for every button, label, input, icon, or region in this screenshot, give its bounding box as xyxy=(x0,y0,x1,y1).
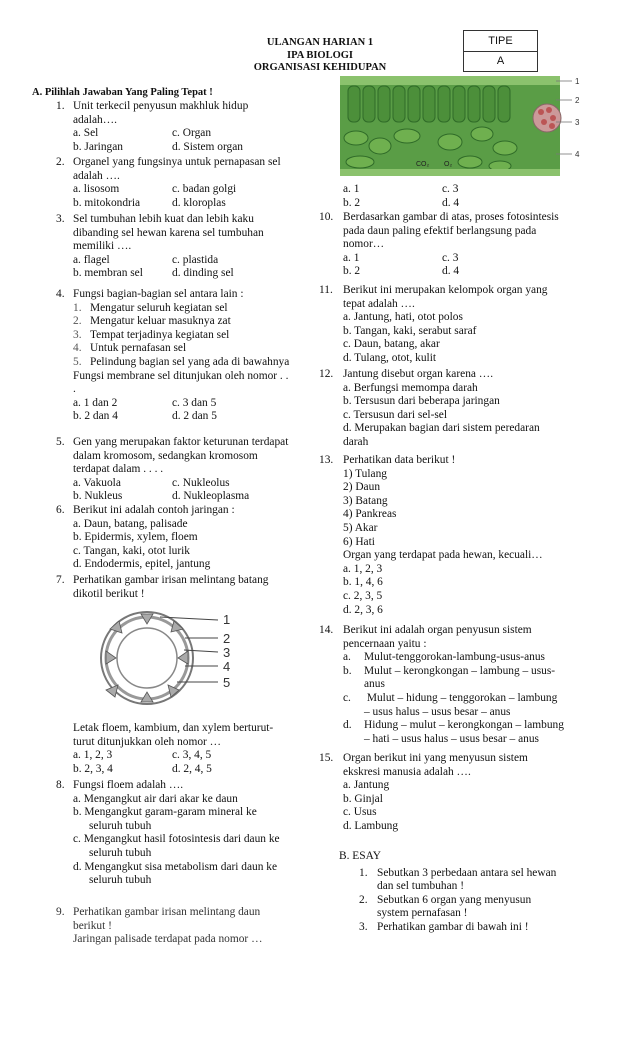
option-c[interactable]: c. 3 xyxy=(442,251,459,264)
question-number: 10. xyxy=(319,211,334,223)
list-item: 6) Hati xyxy=(343,535,375,548)
option-d[interactable]: d. Sistem organ xyxy=(172,140,243,153)
option-c[interactable]: c. 2, 3, 5 xyxy=(343,589,383,602)
option-text: Mulut-tenggorokan-lambung-usus-anus xyxy=(364,651,545,664)
question-5 xyxy=(56,436,315,504)
question-11 xyxy=(319,284,605,366)
question-number: 9. xyxy=(56,906,65,918)
question-text: pencernaan yaitu : xyxy=(343,637,427,650)
question-text: Berdasarkan gambar di atas, proses fotosintesis xyxy=(343,211,559,223)
option-a[interactable]: a. Mengangkut air dari akar ke daun xyxy=(73,792,238,805)
option-c[interactable]: c. Tangan, kaki, otot lurik xyxy=(73,544,190,557)
question-text: Perhatikan gambar irisan melintang daun xyxy=(73,906,261,918)
option-text: Mulut – kerongkongan – lambung – usus- xyxy=(364,664,556,677)
question-3 xyxy=(56,213,313,281)
figure-label: 5 xyxy=(223,675,231,690)
question-number: 1. xyxy=(56,100,65,112)
essay-item xyxy=(359,921,601,935)
question-number: 8. xyxy=(56,779,65,791)
option-d[interactable]: d. 2, 4, 5 xyxy=(172,762,212,775)
question-text: Jaringan palisade terdapat pada nomor … xyxy=(73,933,263,946)
figure-label: 2 xyxy=(223,631,231,646)
question-number: 2. xyxy=(56,156,65,168)
option-b[interactable]: b. mitokondria xyxy=(73,196,141,209)
option-c-cont: – usus halus – usus besar – anus xyxy=(364,705,511,718)
option-a[interactable]: a. 1, 2, 3 xyxy=(73,749,113,762)
figure-label: 3 xyxy=(575,118,580,127)
tipe-value-box xyxy=(463,51,538,72)
option-b[interactable]: b. 2 xyxy=(343,196,361,209)
question-text: Berikut ini adalah organ penyusun sistem xyxy=(343,624,532,636)
question-7-continued xyxy=(73,722,315,776)
question-text: ekskresi manusia adalah …. xyxy=(343,765,471,778)
option-c[interactable]: c. badan golgi xyxy=(172,183,237,196)
question-text: memiliki …. xyxy=(73,240,132,253)
option-d[interactable]: d. 4 xyxy=(442,265,460,278)
question-12 xyxy=(319,368,605,450)
option-c[interactable]: c. 3 dan 5 xyxy=(172,396,217,409)
question-number: 12. xyxy=(319,368,334,380)
option-c[interactable]: c. Nukleolus xyxy=(172,476,230,489)
exam-topic: ORGANISASI KEHIDUPAN xyxy=(253,62,387,73)
question-4 xyxy=(56,288,315,424)
option-a[interactable]: a. lisosom xyxy=(73,183,120,196)
question-8 xyxy=(56,779,315,888)
tipe-label: TIPE xyxy=(488,35,513,47)
question-text: Letak floem, kambium, dan xylem berturut- xyxy=(73,722,274,734)
question-number: 13. xyxy=(319,454,334,466)
option-d[interactable]: d. Tulang, otot, kulit xyxy=(343,351,437,364)
list-number: 1. xyxy=(73,301,82,314)
question-text: Fungsi floem adalah …. xyxy=(73,779,184,791)
option-text: Hidung – mulut – kerongkongan – lambung xyxy=(364,719,564,732)
option-letter: b. xyxy=(343,664,352,677)
exam-header xyxy=(200,37,440,75)
figure-label: 4 xyxy=(223,659,231,674)
stem-cross-section-figure xyxy=(82,608,272,708)
question-9 xyxy=(56,906,315,947)
list-item: Pelindung bagian sel yang ada di bawahnya xyxy=(90,355,290,368)
option-d-cont: darah xyxy=(343,435,369,448)
essay-item xyxy=(359,894,601,908)
question-text: Fungsi bagian-bagian sel antara lain : xyxy=(73,288,244,300)
option-b[interactable]: b. Nukleus xyxy=(73,490,123,503)
option-b-cont: anus xyxy=(364,678,385,691)
essay-text: dan sel tumbuhan ! xyxy=(377,880,464,893)
option-b[interactable]: b. Epidermis, xylem, floem xyxy=(73,531,198,544)
question-number: 4. xyxy=(56,288,65,300)
option-letter: d. xyxy=(343,719,352,732)
essay-number: 1. xyxy=(359,866,368,879)
figure-label: 1 xyxy=(575,77,580,86)
question-number: 11. xyxy=(319,284,333,296)
option-b-cont: seluruh tubuh xyxy=(89,819,152,832)
question-text: Berikut ini adalah contoh jaringan : xyxy=(73,504,235,516)
essay-item xyxy=(359,867,601,881)
option-d[interactable]: d. dinding sel xyxy=(172,267,234,280)
option-a[interactable]: a. 1 xyxy=(343,183,360,195)
question-number: 15. xyxy=(319,752,334,764)
option-a[interactable]: a. 1, 2, 3 xyxy=(343,562,383,575)
question-number: 7. xyxy=(56,574,65,586)
question-15 xyxy=(319,752,605,834)
question-text: Organ berikut ini yang menyusun sistem xyxy=(343,752,528,764)
figure-label: 2 xyxy=(575,96,580,105)
question-13 xyxy=(319,454,605,617)
option-c-cont: seluruh tubuh xyxy=(89,846,152,859)
option-b[interactable]: b. 1, 4, 6 xyxy=(343,576,383,589)
question-text: dikotil berikut ! xyxy=(73,587,145,600)
list-item: 5) Akar xyxy=(343,521,378,534)
option-b[interactable]: b. Mengangkut garam-garam mineral ke xyxy=(73,806,257,819)
question-text: Fungsi membrane sel ditunjukan oleh nomor . . xyxy=(73,369,289,382)
option-d[interactable]: d. Merupakan bagian dari sistem peredaran xyxy=(343,422,540,435)
option-b[interactable]: b. 2, 3, 4 xyxy=(73,762,113,775)
option-d-cont: seluruh tubuh xyxy=(89,874,152,887)
option-d[interactable]: d. 4 xyxy=(442,196,460,209)
essay-text: Sebutkan 3 perbedaan antara sel hewan xyxy=(377,866,557,879)
essay-text: Sebutkan 6 organ yang menyusun xyxy=(377,893,532,906)
option-c[interactable]: c. 3 xyxy=(442,183,459,195)
section-a-title: A. Pilihlah Jawaban Yang Paling Tepat ! xyxy=(32,87,213,98)
question-text: pada daun paling efektif berlangsung pada xyxy=(343,224,537,237)
question-2 xyxy=(56,156,313,210)
option-a[interactable]: a. 1 xyxy=(343,251,360,264)
option-c[interactable]: c. Organ xyxy=(172,127,212,140)
option-c[interactable] xyxy=(343,692,605,706)
question-number: 14. xyxy=(319,624,334,636)
option-c[interactable]: c. 3, 4, 5 xyxy=(172,749,212,762)
figure-label: 3 xyxy=(223,645,231,660)
option-d[interactable]: d. Lambung xyxy=(343,819,399,832)
tipe-label-box xyxy=(463,30,538,52)
essay-section xyxy=(339,850,601,935)
option-letter: a. xyxy=(343,651,351,664)
question-text: dalam kromosom, sedangkan kromosom xyxy=(73,449,258,462)
list-item: 4) Pankreas xyxy=(343,508,397,521)
question-text: tepat adalah …. xyxy=(343,297,415,310)
figure-label: 4 xyxy=(575,150,580,159)
question-9-options xyxy=(343,183,593,210)
list-number: 5. xyxy=(73,355,82,368)
option-b[interactable]: b. 2 dan 4 xyxy=(73,410,118,423)
option-b[interactable]: b. Ginjal xyxy=(343,792,383,805)
option-letter: c. xyxy=(343,691,351,704)
option-a[interactable]: a. Daun, batang, palisade xyxy=(73,517,188,530)
option-b[interactable]: b. membran sel xyxy=(73,267,143,280)
list-number: 3. xyxy=(73,328,82,341)
essay-number: 2. xyxy=(359,893,368,906)
option-a[interactable]: a. 1 dan 2 xyxy=(73,396,118,409)
list-item: Mengatur keluar masuknya zat xyxy=(90,315,231,328)
question-text: berikut ! xyxy=(73,919,112,932)
option-d-cont: – hati – usus halus – usus besar – anus xyxy=(364,732,539,745)
option-d[interactable]: d. kloroplas xyxy=(172,196,226,209)
option-a[interactable]: a. Berfungsi memompa darah xyxy=(343,381,478,394)
question-10 xyxy=(319,211,605,279)
question-1 xyxy=(56,100,313,154)
question-text: Jantung disebut organ karena …. xyxy=(343,368,494,380)
tipe-value: A xyxy=(496,55,505,67)
leaf-cross-section-figure xyxy=(340,76,586,180)
list-item: Tempat terjadinya kegiatan sel xyxy=(90,328,230,341)
question-text: adalah…. xyxy=(73,113,117,126)
question-text: Perhatikan gambar irisan melintang batang xyxy=(73,574,269,586)
question-text: dibanding sel hewan karena sel tumbuhan xyxy=(73,226,264,239)
question-6 xyxy=(56,504,315,572)
question-number: 5. xyxy=(56,436,65,448)
list-item: 2) Daun xyxy=(343,481,381,494)
figure-label: 1 xyxy=(223,612,231,627)
list-item: 3) Batang xyxy=(343,494,388,507)
list-number: 4. xyxy=(73,342,82,355)
list-item: Mengatur seluruh kegiatan sel xyxy=(90,301,228,314)
question-14 xyxy=(319,624,605,746)
option-a[interactable] xyxy=(343,651,605,665)
option-a[interactable]: a. Vakuola xyxy=(73,476,121,489)
option-b[interactable]: b. Tersusun dari beberapa jaringan xyxy=(343,395,500,408)
exam-title: ULANGAN HARIAN 1 xyxy=(266,37,374,48)
option-a[interactable]: a. Jantung xyxy=(343,779,390,792)
option-b[interactable] xyxy=(343,665,605,679)
option-d[interactable]: d. Mengangkut sisa metabolism dari daun ke xyxy=(73,860,278,873)
list-number: 2. xyxy=(73,315,82,328)
co2-label: CO₂ xyxy=(416,161,430,168)
question-text: adalah …. xyxy=(73,169,120,182)
list-item: 1) Tulang xyxy=(343,467,387,480)
option-text: Mulut – hidung – tenggorokan – lambung xyxy=(364,691,558,704)
question-text: turut ditunjukkan oleh nomor … xyxy=(73,735,222,748)
option-d[interactable] xyxy=(343,719,605,733)
question-text: . xyxy=(73,383,76,396)
o2-label: O₂ xyxy=(444,161,453,168)
option-b[interactable]: b. 2 xyxy=(343,265,361,278)
essay-text: system pernafasan ! xyxy=(377,907,468,920)
essay-text: Perhatikan gambar di bawah ini ! xyxy=(377,920,529,933)
option-c[interactable]: c. plastida xyxy=(172,253,219,266)
exam-subject: IPA BIOLOGI xyxy=(286,49,354,61)
option-a[interactable]: a. Jantung, hati, otot polos xyxy=(343,311,463,324)
option-c[interactable]: c. Daun, batang, akar xyxy=(343,338,440,351)
question-text: Berikut ini merupakan kelompok organ yang xyxy=(343,284,548,296)
question-7 xyxy=(56,574,315,601)
option-c[interactable]: c. Mengangkut hasil fotosintesis dari daun ke xyxy=(73,833,280,846)
question-text: terdapat dalam . . . . xyxy=(73,463,164,476)
question-number: 3. xyxy=(56,213,65,225)
question-text: Sel tumbuhan lebih kuat dan lebih kaku xyxy=(73,213,254,225)
essay-number: 3. xyxy=(359,920,368,933)
option-c[interactable]: c. Usus xyxy=(343,806,377,819)
essay-title: B. ESAY xyxy=(339,850,381,862)
question-text: nomor… xyxy=(343,238,385,251)
option-a[interactable]: a. Sel xyxy=(73,127,99,140)
question-text: Organel yang fungsinya untuk pernapasan sel xyxy=(73,156,281,168)
list-item: Untuk pernafasan sel xyxy=(90,342,187,355)
question-text: Gen yang merupakan faktor keturunan terdapat xyxy=(73,436,289,448)
question-number: 6. xyxy=(56,504,65,516)
option-d[interactable]: d. 2, 3, 6 xyxy=(343,603,383,616)
option-c[interactable]: c. Tersusun dari sel-sel xyxy=(343,408,448,421)
option-a[interactable]: a. flagel xyxy=(73,253,110,266)
option-b[interactable]: b. Tangan, kaki, serabut saraf xyxy=(343,324,477,337)
option-d[interactable]: d. 2 dan 5 xyxy=(172,410,217,423)
question-text: Organ yang terdapat pada hewan, kecuali… xyxy=(343,549,543,562)
option-d[interactable]: d. Nukleoplasma xyxy=(172,490,250,503)
option-d[interactable]: d. Endodermis, epitel, jantung xyxy=(73,558,211,571)
option-b[interactable]: b. Jaringan xyxy=(73,140,123,153)
question-text: Unit terkecil penyusun makhluk hidup xyxy=(73,100,249,112)
question-text: Perhatikan data berikut ! xyxy=(343,454,456,466)
